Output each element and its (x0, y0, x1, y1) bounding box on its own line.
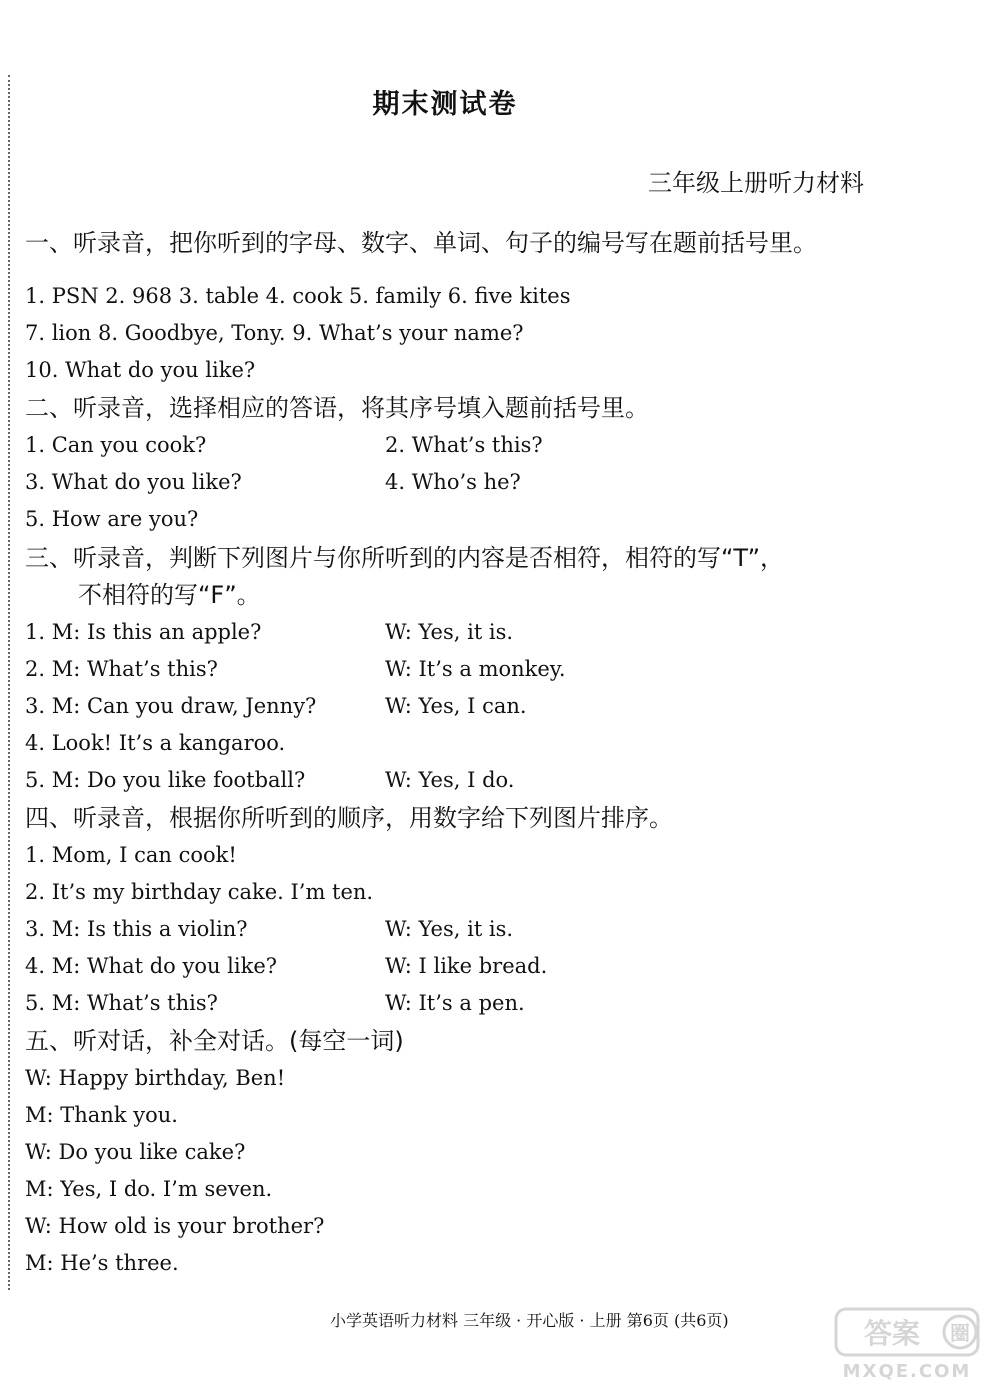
dialogue-line: M: Thank you. (25, 1103, 178, 1127)
dialogue-reply: W: Yes, it is. (385, 620, 514, 644)
dialogue-line: W: How old is your brother? (25, 1214, 325, 1238)
dialogue-reply: W: Yes, I can. (385, 694, 527, 718)
dialogue-line: 5. M: What’s this? (25, 991, 218, 1015)
page-footer: 小学英语听力材料 三年级 · 开心版 · 上册 第6页 (共6页) (330, 1311, 729, 1330)
dialogue-reply: W: It’s a monkey. (385, 657, 566, 681)
dialogue-line: M: Yes, I do. I’m seven. (25, 1177, 273, 1201)
dialogue-line: 2. It’s my birthday cake. I’m ten. (25, 880, 374, 904)
dialogue-line: 5. M: Do you like football? (25, 768, 306, 792)
dialogue-reply: W: I like bread. (385, 954, 548, 978)
section1-heading: 一、听录音，把你听到的字母、数字、单词、句子的编号写在题前括号里。 (25, 229, 817, 257)
section2-item: 3. What do you like? (25, 470, 242, 494)
svg-text:圈: 圈 (950, 1321, 970, 1345)
section3-heading: 三、听录音，判断下列图片与你所听到的内容是否相符，相符的写“T”， (25, 544, 784, 572)
dialogue-line: 2. M: What’s this? (25, 657, 218, 681)
dialogue-line: W: Happy birthday, Ben! (25, 1066, 286, 1090)
binding-margin-line (8, 75, 10, 1290)
section1-line2: 7. lion 8. Goodbye, Tony. 9. What’s your name? (25, 321, 524, 345)
svg-text:答案: 答案 (863, 1317, 921, 1350)
page-subtitle: 三年级上册听力材料 (648, 169, 864, 197)
section1-line1: 1. PSN 2. 968 3. table 4. cook 5. family 6. five kites (25, 284, 571, 308)
section2-heading: 二、听录音，选择相应的答语，将其序号填入题前括号里。 (25, 394, 649, 422)
dialogue-reply: W: It’s a pen. (385, 991, 525, 1015)
dialogue-line: W: Do you like cake? (25, 1140, 246, 1164)
section2-item: 1. Can you cook? (25, 433, 207, 457)
section2-item: 4. Who’s he? (385, 470, 521, 494)
svg-text:MXQE.COM: MXQE.COM (842, 1361, 972, 1382)
dialogue-reply: W: Yes, I do. (385, 768, 515, 792)
section5-heading: 五、听对话，补全对话。(每空一词) (25, 1027, 404, 1055)
dialogue-reply: W: Yes, it is. (385, 917, 514, 941)
section2-item: 5. How are you? (25, 507, 199, 531)
dialogue-line: 1. M: Is this an apple? (25, 620, 262, 644)
section2-item: 2. What’s this? (385, 433, 543, 457)
dialogue-line: M: He’s three. (25, 1251, 179, 1275)
section3-heading-cont: 不相符的写“F”。 (78, 581, 261, 609)
page-title: 期末测试卷 (372, 89, 518, 120)
dialogue-line: 4. M: What do you like? (25, 954, 278, 978)
dialogue-line: 4. Look! It’s a kangaroo. (25, 731, 286, 755)
dialogue-line: 1. Mom, I can cook! (25, 843, 237, 867)
dialogue-line: 3. M: Is this a violin? (25, 917, 248, 941)
section1-line3: 10. What do you like? (25, 358, 256, 382)
section4-heading: 四、听录音，根据你所听到的顺序，用数字给下列图片排序。 (25, 804, 673, 832)
watermark-logo (832, 1305, 982, 1383)
dialogue-line: 3. M: Can you draw, Jenny? (25, 694, 317, 718)
